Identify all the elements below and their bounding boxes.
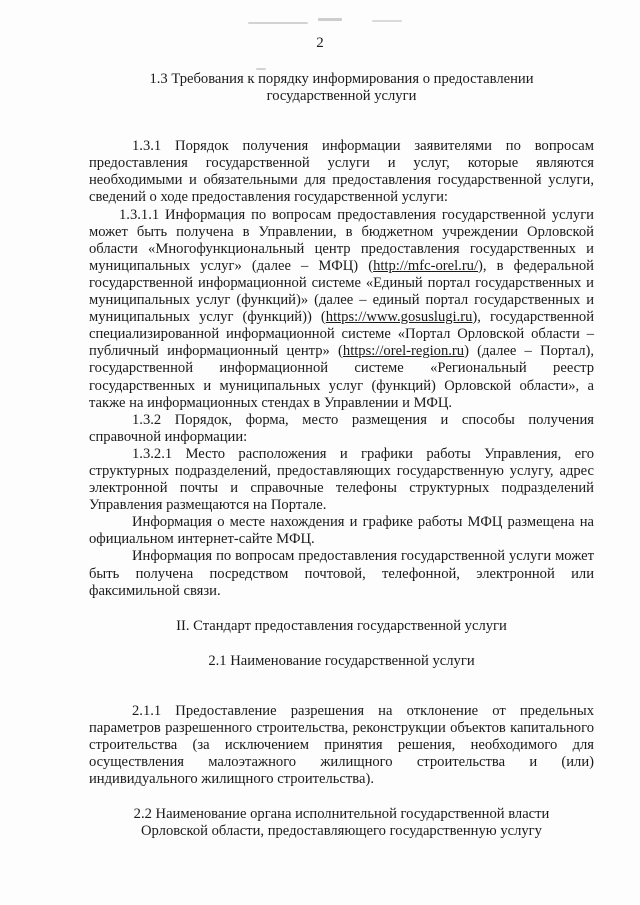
section-heading-2-1: 2.1 Наименование государственной услуги (208, 652, 475, 669)
heading-line: государственной услуги (266, 88, 417, 105)
text-run: ), государственной специализированной информационной системе «Портал Орловской области – публичный информационный центр» ( (89, 309, 595, 360)
section-heading-2-2 (89, 806, 594, 840)
paragraph-1-3-1: 1.3.1 Порядок получения информации заявителями по вопросам предоставления государственной услуги и услуг, которые являются необходимыми и обязательными для предоставления государственной услуги, сведений о ходе предоставления государственной услуги: (89, 138, 594, 206)
section-heading-II: II. Стандарт предоставления государственной услуги (176, 617, 507, 634)
text-run: ), в федеральной государственной информационной системе «Единый портал государственных и муниципальных услуг (функций)» (далее – единый портал государственных и муниципальных услуг (функций)) ( (89, 257, 594, 326)
heading-line: 2.2 Наименование органа исполнительной государственной власти (133, 806, 550, 823)
scan-speck (372, 20, 402, 22)
gosuslugi-link[interactable]: https://www.gosuslugi.ru (325, 309, 473, 326)
orel-region-link[interactable]: https://orel-region.ru (342, 343, 465, 360)
paragraph-mfc-info: Информация о месте нахождения и графике работы МФЦ размещена на официальном интернет-сайте МФЦ. (89, 514, 594, 548)
paragraph-2-1-1: 2.1.1 Предоставление разрешения на отклонение от предельных параметров разрешенного строительства, реконструкции объектов капитального строительства (за исключением принятия решения, необходимого для осуществления малоэтажного жилищного строительства и (или) индивидуального жилищного строительства). (89, 702, 594, 788)
mfc-link[interactable]: http://mfc-orel.ru/ (373, 257, 479, 274)
text-run: ) (далее – Портал), государственной информационной системе «Региональный реестр государственных и муниципальных услуг (функций) Орловской области», а также на информационных стендах в Управлении и МФЦ. (89, 343, 594, 411)
heading-line: Орловской области, предоставляющего государственную услугу (141, 823, 542, 840)
text-run: 1.3.1.1 Информация по вопросам предоставления государственной услуги может быть получена в Управлении, в бюджетном учреждении Орловской области «Многофункциональный центр предоставления государственных и муниципальных услуг» (далее – МФЦ) ( (89, 206, 594, 274)
section-heading-1-3 (89, 71, 594, 105)
scan-speck (256, 68, 266, 70)
paragraph-1-3-1-1 (89, 207, 594, 412)
paragraph-1-3-2: 1.3.2 Порядок, форма, место размещения и способы получения справочной информации: (89, 411, 594, 445)
paragraph-1-3-2-1: 1.3.2.1 Место расположения и графики работы Управления, его структурных подразделений, предоставляющих государственную услугу, адрес электронной почты и справочные телефоны структурных подразделений Управления размещаются на Портале. (89, 445, 594, 514)
paragraph-contact-info: Информация по вопросам предоставления государственной услуги может быть получена посредством почтовой, телефонной, электронной или факсимильной связи. (89, 548, 594, 599)
page-number: 2 (316, 35, 324, 51)
scan-speck (248, 22, 308, 24)
document-body (89, 71, 594, 841)
scan-speck (318, 18, 342, 21)
heading-line: 1.3 Требования к порядку информирования о предоставлении (149, 71, 534, 87)
